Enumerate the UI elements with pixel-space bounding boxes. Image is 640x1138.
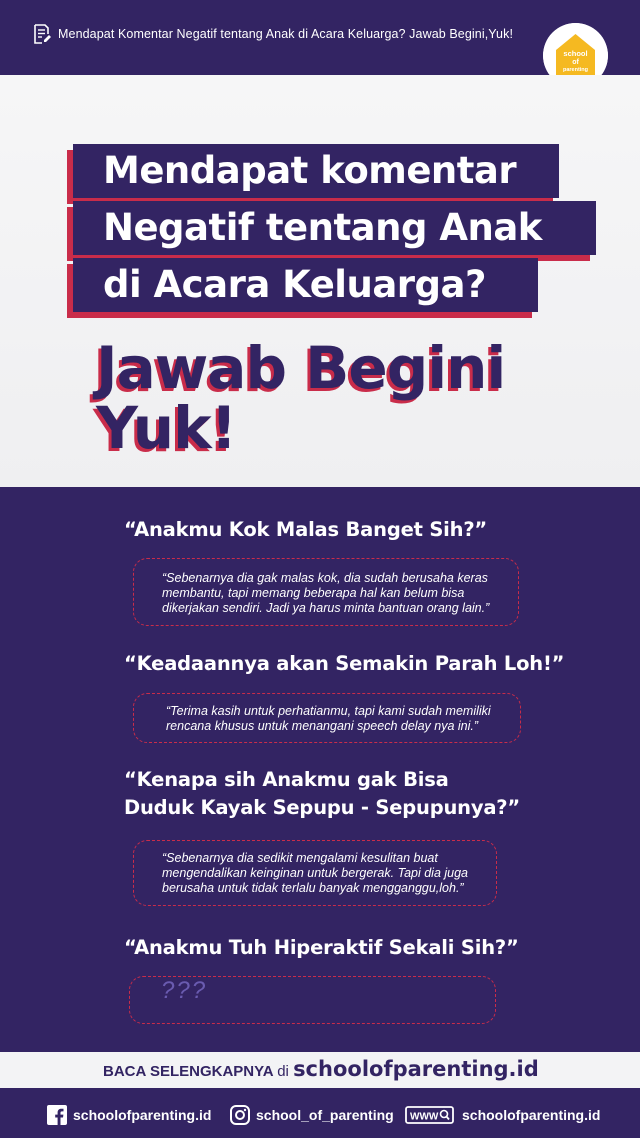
answer-text-4: ??? [161, 977, 208, 1004]
facebook-link[interactable]: schoolofparenting.id [73, 1107, 212, 1123]
answer-text-1: “Sebenarnya dia gak malas kok, dia sudah berusaha keras membantu, tapi memang beberapa hal kan belum bisa dikerjakan sendiri. Jadi ya harus minta bantuan orang lain.” [162, 571, 490, 615]
note-pen-icon [33, 24, 51, 44]
headline-line-1: Mendapat komentar [73, 144, 559, 198]
instagram-icon[interactable] [230, 1105, 250, 1125]
answer-text-3: “Sebenarnya dia sedikit mengalami kesulitan buat mengendalikan keinginan untuk bergerak. Tapi dia juga berusaha untuk tidak terlalu banyak mengganggu,loh.” [162, 851, 469, 895]
answer-box-3 [133, 840, 497, 906]
cta-url-link[interactable]: schoolofparenting.id [293, 1057, 539, 1081]
cta-connector: di [277, 1063, 289, 1080]
question-2: “Keadaannya akan Semakin Parah Loh!” [124, 652, 565, 675]
answer-title-line-2: Yuk! [96, 394, 237, 462]
logo-text-line1: school [563, 49, 588, 58]
question-1: “Anakmu Kok Malas Banget Sih?” [124, 518, 488, 541]
www-search-icon[interactable] [405, 1105, 454, 1125]
headline-line-3: di Acara Keluarga? [73, 258, 538, 312]
article-title: Mendapat Komentar Negatif tentang Anak di Acara Keluarga? Jawab Begini,Yuk! [58, 27, 514, 41]
website-link[interactable]: schoolofparenting.id [462, 1107, 601, 1123]
instagram-link[interactable]: school_of_parenting [256, 1107, 394, 1123]
answer-title-line-1: Jawab Begini [96, 334, 506, 402]
facebook-icon[interactable] [47, 1105, 67, 1125]
cta-prefix: BACA SELENGKAPNYA [103, 1063, 274, 1080]
question-4: “Anakmu Tuh Hiperaktif Sekali Sih?” [124, 936, 519, 959]
logo-text-line2: of [572, 59, 579, 66]
answer-box-4 [129, 976, 496, 1024]
answer-box-1 [133, 558, 519, 626]
logo-text-line3: parenting [562, 67, 589, 73]
answer-text-2: “Terima kasih untuk perhatianmu, tapi kami sudah memiliki rencana khusus untuk menangani speech delay nya ini.” [166, 704, 491, 733]
answer-box-2 [133, 693, 521, 743]
cta-read-more[interactable] [103, 1058, 539, 1083]
question-3: “Kenapa sih Anakmu gak Bisa Duduk Kayak Sepupu - Sepupunya?” [124, 768, 521, 819]
svg-text:WWW: WWW [410, 1111, 439, 1123]
headline-line-2: Negatif tentang Anak [73, 201, 596, 255]
